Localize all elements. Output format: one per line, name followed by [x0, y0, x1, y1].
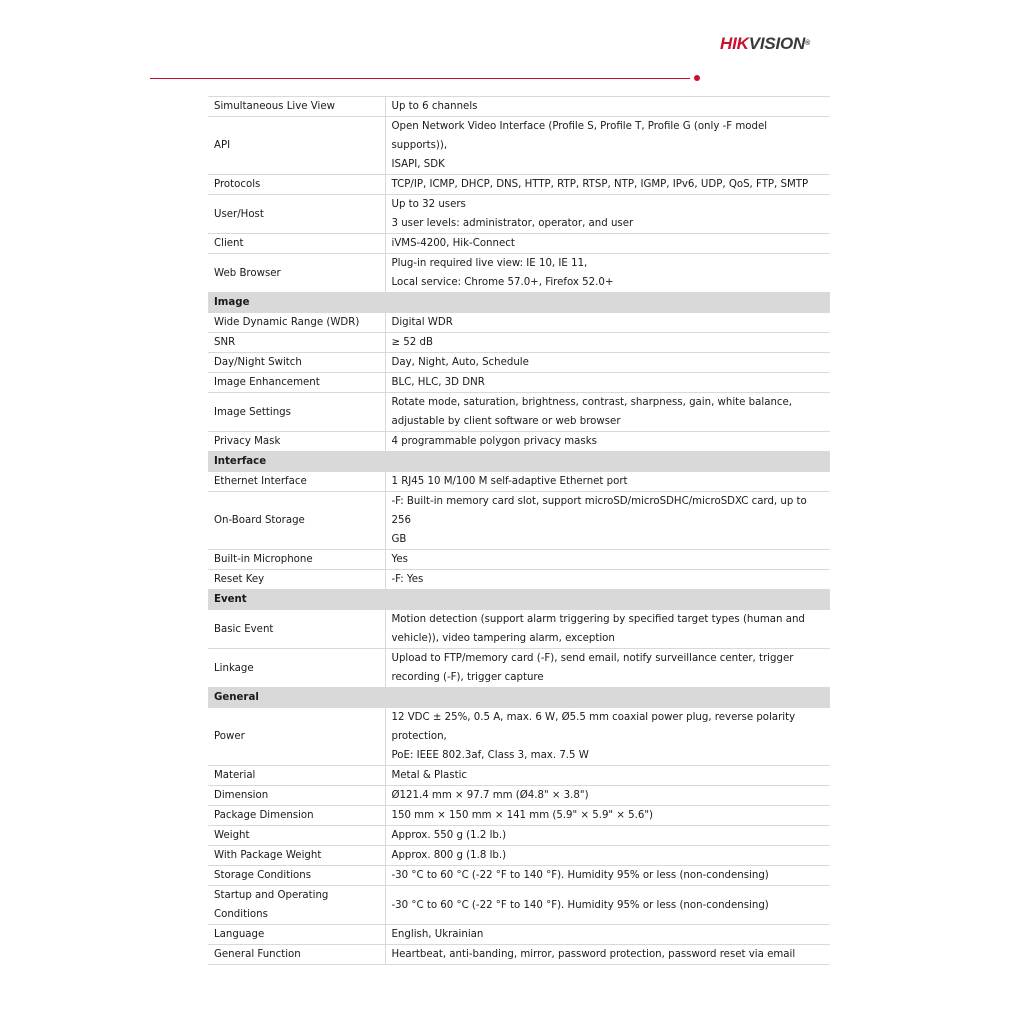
spec-value-line: BLC, HLC, 3D DNR — [391, 377, 485, 388]
spec-value-line: Day, Night, Auto, Schedule — [391, 357, 529, 368]
spec-key: Wide Dynamic Range (WDR) — [208, 313, 385, 333]
spec-value-line: 3 user levels: administrator, operator, and user — [391, 218, 634, 229]
spec-value — [385, 610, 830, 649]
spec-row — [208, 846, 830, 866]
spec-value-line: ≥ 52 dB — [391, 337, 433, 348]
spec-value-line: Heartbeat, anti-banding, mirror, password protection, password reset via email — [391, 949, 796, 960]
spec-row — [208, 708, 830, 766]
spec-key: Simultaneous Live View — [208, 97, 385, 117]
spec-value — [385, 393, 830, 432]
spec-key: Storage Conditions — [208, 866, 385, 886]
spec-value-line: -30 °C to 60 °C (-22 °F to 140 °F). Humidity 95% or less (non-condensing) — [391, 899, 769, 911]
header-divider-dot — [694, 75, 700, 81]
spec-value-line: Rotate mode, saturation, brightness, contrast, sharpness, gain, white balance, — [391, 397, 793, 408]
spec-key: Image Enhancement — [208, 373, 385, 393]
spec-value — [385, 886, 830, 925]
spec-value — [385, 175, 830, 195]
spec-row — [208, 766, 830, 786]
spec-key: Image Settings — [208, 393, 385, 432]
spec-row — [208, 550, 830, 570]
spec-value — [385, 846, 830, 866]
spec-value-line: Up to 32 users — [391, 199, 466, 210]
spec-value — [385, 373, 830, 393]
spec-value-line: -30 °C to 60 °C (-22 °F to 140 °F). Humidity 95% or less (non-condensing) — [391, 870, 769, 881]
spec-value-line: iVMS-4200, Hik-Connect — [391, 238, 515, 249]
spec-value — [385, 826, 830, 846]
spec-row — [208, 649, 830, 688]
logo-hik-text: HIK — [720, 34, 749, 53]
spec-row — [208, 886, 830, 925]
spec-row — [208, 492, 830, 550]
spec-value — [385, 708, 830, 766]
specification-table — [208, 96, 830, 965]
spec-value-line: Digital WDR — [391, 317, 453, 328]
spec-value-line: ISAPI, SDK — [391, 159, 445, 170]
section-header-row — [208, 293, 830, 313]
spec-row — [208, 117, 830, 175]
spec-key: Language — [208, 925, 385, 945]
spec-row — [208, 786, 830, 806]
spec-row — [208, 472, 830, 492]
spec-value — [385, 472, 830, 492]
spec-value-line: Motion detection (support alarm triggering by specified target types (human and — [391, 614, 805, 625]
header-divider-line — [150, 78, 690, 79]
spec-row — [208, 432, 830, 452]
spec-value-line: -F: Yes — [391, 574, 424, 585]
spec-key: Dimension — [208, 786, 385, 806]
spec-value — [385, 97, 830, 117]
spec-key: Ethernet Interface — [208, 472, 385, 492]
spec-row — [208, 570, 830, 590]
spec-row — [208, 195, 830, 234]
spec-key: Web Browser — [208, 254, 385, 293]
spec-key: Linkage — [208, 649, 385, 688]
spec-value-line: Up to 6 channels — [391, 101, 478, 112]
spec-value — [385, 117, 830, 175]
spec-row — [208, 945, 830, 965]
spec-value — [385, 550, 830, 570]
spec-value — [385, 925, 830, 945]
spec-value-line: 1 RJ45 10 M/100 M self-adaptive Ethernet port — [391, 476, 628, 487]
spec-row — [208, 866, 830, 886]
spec-value-line: recording (-F), trigger capture — [391, 672, 544, 683]
spec-key: Startup and Operating Conditions — [208, 886, 385, 925]
section-header-label: Event — [208, 590, 830, 610]
spec-value-line: -F: Built-in memory card slot, support microSD/microSDHC/microSDXC card, up to 256 — [391, 496, 807, 526]
spec-row — [208, 925, 830, 945]
spec-value — [385, 492, 830, 550]
spec-value-line: Upload to FTP/memory card (-F), send email, notify surveillance center, trigger — [391, 653, 794, 664]
spec-row — [208, 806, 830, 826]
specification-table-body — [208, 97, 830, 965]
spec-row — [208, 610, 830, 649]
spec-key: Protocols — [208, 175, 385, 195]
section-header-label: Image — [208, 293, 830, 313]
spec-key: Reset Key — [208, 570, 385, 590]
spec-value — [385, 254, 830, 293]
spec-key: User/Host — [208, 195, 385, 234]
spec-value — [385, 234, 830, 254]
spec-value — [385, 766, 830, 786]
spec-row — [208, 373, 830, 393]
section-header-label: General — [208, 688, 830, 708]
spec-key: SNR — [208, 333, 385, 353]
spec-key: Client — [208, 234, 385, 254]
spec-value — [385, 570, 830, 590]
spec-value-line: PoE: IEEE 802.3af, Class 3, max. 7.5 W — [391, 750, 589, 761]
spec-value — [385, 333, 830, 353]
spec-value-line: adjustable by client software or web browser — [391, 416, 621, 427]
spec-value-line: Metal & Plastic — [391, 770, 467, 781]
spec-value-line: GB — [391, 534, 407, 545]
spec-value-line: protection, — [391, 731, 447, 742]
section-header-label: Interface — [208, 452, 830, 472]
spec-row — [208, 234, 830, 254]
spec-key: Material — [208, 766, 385, 786]
spec-row — [208, 97, 830, 117]
spec-row — [208, 353, 830, 373]
spec-key: General Function — [208, 945, 385, 965]
spec-value — [385, 432, 830, 452]
spec-value-line: 150 mm × 150 mm × 141 mm (5.9" × 5.9" × 5.6") — [391, 810, 653, 821]
spec-key: Power — [208, 708, 385, 766]
spec-row — [208, 333, 830, 353]
section-header-row — [208, 688, 830, 708]
spec-value — [385, 786, 830, 806]
spec-value — [385, 945, 830, 965]
spec-value-line: English, Ukrainian — [391, 929, 484, 940]
spec-row — [208, 254, 830, 293]
spec-value-line: TCP/IP, ICMP, DHCP, DNS, HTTP, RTP, RTSP, NTP, IGMP, IPv6, UDP, QoS, FTP, SMTP — [391, 179, 809, 190]
spec-row — [208, 826, 830, 846]
spec-key: Weight — [208, 826, 385, 846]
spec-key: API — [208, 117, 385, 175]
spec-value — [385, 353, 830, 373]
spec-key: With Package Weight — [208, 846, 385, 866]
spec-key: Privacy Mask — [208, 432, 385, 452]
spec-key: On-Board Storage — [208, 492, 385, 550]
logo-vision-text: VISION — [748, 34, 806, 53]
spec-row — [208, 313, 830, 333]
spec-value-line: Approx. 550 g (1.2 lb.) — [391, 830, 507, 841]
spec-row — [208, 393, 830, 432]
spec-value — [385, 649, 830, 688]
hikvision-logo — [720, 32, 840, 56]
spec-value-line: Approx. 800 g (1.8 lb.) — [391, 850, 507, 861]
spec-value-line: Plug-in required live view: IE 10, IE 11, — [391, 258, 588, 269]
spec-value-line: 4 programmable polygon privacy masks — [391, 436, 597, 447]
spec-key: Basic Event — [208, 610, 385, 649]
spec-value-line: Yes — [391, 554, 408, 565]
spec-key: Package Dimension — [208, 806, 385, 826]
spec-key: Built-in Microphone — [208, 550, 385, 570]
section-header-row — [208, 590, 830, 610]
spec-value-line: Open Network Video Interface (Profile S, Profile T, Profile G (only -F model supports)), — [391, 121, 768, 151]
spec-value-line: Local service: Chrome 57.0+, Firefox 52.0+ — [391, 277, 614, 288]
spec-value — [385, 806, 830, 826]
spec-value — [385, 866, 830, 886]
spec-row — [208, 175, 830, 195]
spec-value-line: 12 VDC ± 25%, 0.5 A, max. 6 W, Ø5.5 mm coaxial power plug, reverse polarity — [391, 712, 796, 723]
section-header-row — [208, 452, 830, 472]
spec-value — [385, 195, 830, 234]
spec-value — [385, 313, 830, 333]
spec-value-line: vehicle)), video tampering alarm, exception — [391, 633, 615, 644]
spec-value-line: Ø121.4 mm × 97.7 mm (Ø4.8" × 3.8") — [391, 790, 589, 801]
spec-key: Day/Night Switch — [208, 353, 385, 373]
logo-registered-mark: ® — [805, 40, 811, 47]
